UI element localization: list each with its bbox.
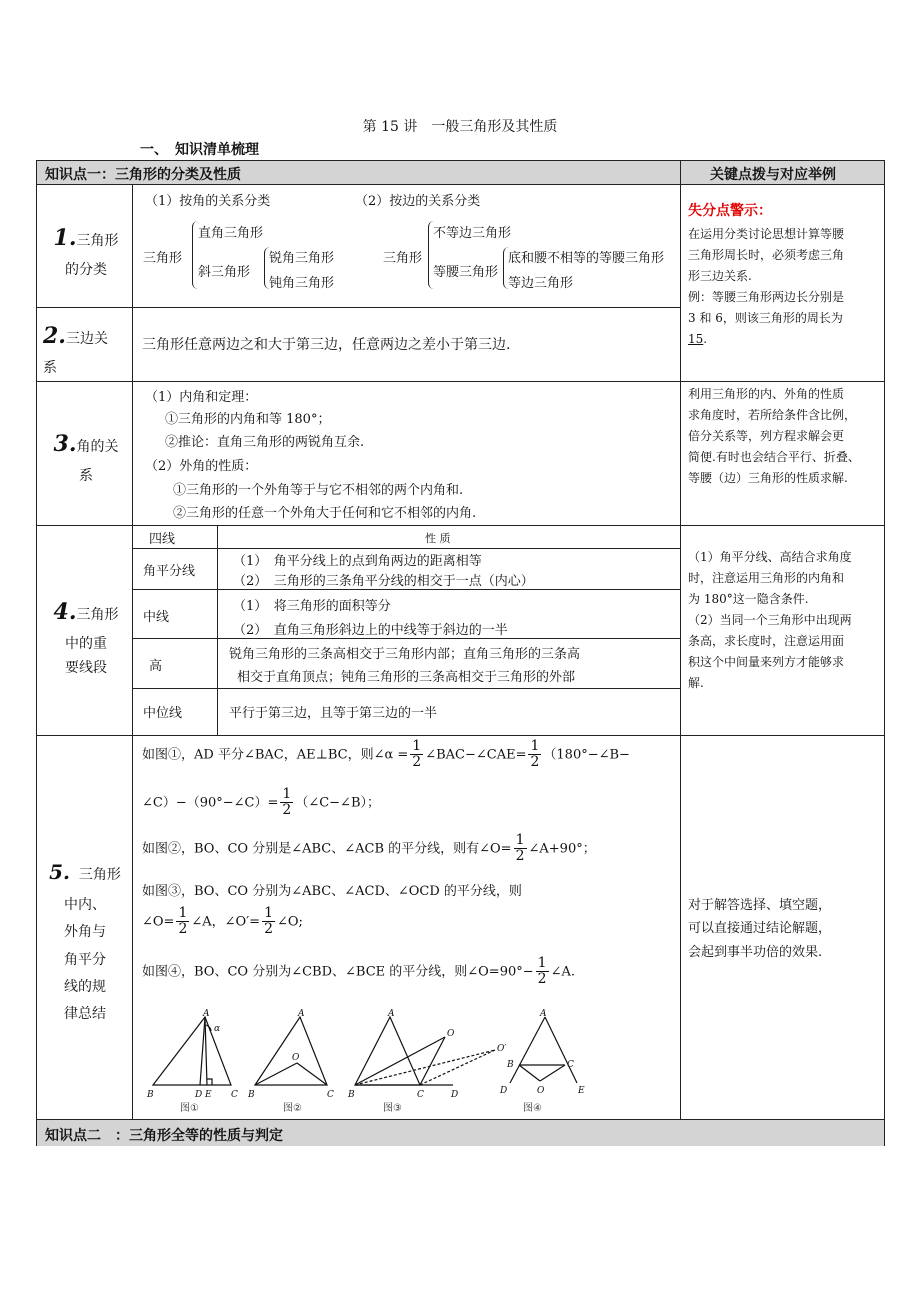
svg-text:O: O [292,1053,300,1063]
side1-l4: 例：等腰三角形两边长分别是 [688,289,845,304]
side3-l1: 利用三角形的内、外角的性质 [688,387,845,401]
bisector-label: 角平分线 [143,564,196,579]
geometry-figures [145,1009,675,1113]
altitude-label: 高 [149,659,163,674]
row1-label-a: 三角形 [76,233,119,249]
midline-p1: 平行于第三边，且等于第三边的一半 [229,706,438,721]
row4-label [45,593,127,681]
row3-l6: ②三角形的任意一个外角大于任何和它不相邻的内角. [173,506,477,521]
row3-l5: ①三角形的一个外角等于与它不相邻的两个内角和. [173,483,464,498]
side3-l4: 简便.有时也会结合平行、折叠、 [688,450,860,464]
side1-l3: 形三边关系. [688,268,752,283]
side4-l7: 解. [688,676,704,690]
col-four-lines: 四线 [149,532,176,547]
f4b: ∠A. [550,964,575,980]
svg-text:B: B [348,1090,355,1100]
side-relation-text: 三角形任意两边之和大于第三边，任意两边之差小于第三边. [142,337,511,353]
row5-label-b: 中内、 [64,897,106,913]
warning-title: 失分点警示： [688,203,772,219]
col-property: 性 质 [425,532,451,545]
right-triangle: 直角三角形 [198,226,264,241]
by-angle-title: （1）按角的关系分类 [145,194,271,209]
formula-1-line2 [142,787,380,819]
row5-label-d: 角平分 [64,951,106,968]
by-side-title: （2）按边的关系分类 [355,194,481,209]
side5-l3: 会起到事半功倍的效果. [688,944,823,960]
median-p2: （2） 直角三角形斜边上的中线等于斜边的一半 [233,623,508,638]
side3-l5: 等腰（边）三角形的性质求解. [688,471,848,485]
row1-num: 1. [53,225,77,251]
midline-label: 中位线 [143,706,183,721]
row3-num: 3. [53,431,77,457]
fig1-caption: 图① [180,1103,199,1113]
side1-l5: 3 和 6，则该三角形的周长为 [688,310,843,325]
altitude-p1: 锐角三角形的三条高相交于三角形内部；直角三角形的三条高 [229,647,581,662]
side3-l2: 求角度时，若所给条件含比例， [688,408,857,422]
f3c: ∠A，∠O′= [191,914,261,930]
footer-left: 知识点二 ：三角形全等的性质与判定 [45,1128,283,1144]
row5-label-a: 三角形 [78,867,121,883]
svg-text:C: C [567,1060,574,1070]
row5-label-f: 律总结 [64,1006,106,1023]
fig3-caption: 图③ [383,1103,402,1113]
svg-text:E: E [205,1090,212,1100]
page-title: 第 15 讲 一般三角形及其性质 [362,119,558,135]
row3-l2: ①三角形的内角和等 180°； [165,412,331,427]
svg-text:D: D [195,1090,203,1100]
f3d: ∠O; [276,914,303,930]
f4a: 如图④，BO、CO 分别为∠CBD、∠BCE 的平分线，则∠O=90°− [142,964,534,980]
figure-3-diagram [347,1009,506,1100]
bisector-p1: （1） 角平分线上的点到角两边的距离相等 [233,554,482,569]
side1-l2: 三角形周长时，必须考虑三角 [688,247,845,262]
svg-text:B: B [248,1090,255,1100]
header-left: 知识点一：三角形的分类及性质 [45,167,241,183]
fraction-half: $\frac{1}{2}$ [515,832,525,865]
side5-l2: 可以直接通过结论解题， [688,921,832,937]
oblique-triangle: 斜三角形 [198,265,251,280]
side-note-1 [688,199,878,350]
f1a: 如图①，AD 平分∠BAC，AE⊥BC，则∠α = [142,747,409,763]
equilateral-triangle: 等边三角形 [508,276,574,291]
figure-1-diagram [146,1009,238,1100]
fig2-caption: 图② [283,1103,302,1113]
row5-label [43,853,127,1028]
triangle-label-2: 三角形 [383,251,423,266]
svg-text:O: O [447,1029,455,1039]
side1-l1: 在运用分类讨论思想计算等腰 [688,226,845,241]
figure-2-diagram [247,1009,334,1100]
iso-non-equilateral: 底和腰不相等的等腰三角形 [508,251,665,266]
side-note-5 [688,894,878,964]
side1-answer: 15 [688,331,704,346]
row2-label-a: 三边关 [65,331,108,347]
svg-text:O′: O′ [497,1044,507,1054]
fraction-half: $\frac{1}{2}$ [412,738,422,771]
svg-text:A: A [540,1009,547,1019]
row3-l4: （2）外角的性质： [145,459,258,474]
bisector-p2: （2） 三角形的三条角平分线的相交于一点（内心） [233,574,534,589]
svg-text:A: A [388,1009,395,1019]
svg-text:B: B [507,1060,514,1070]
side4-l3: 为 180°这一隐含条件. [688,592,809,606]
formula-4 [142,956,575,988]
svg-text:O: O [537,1086,545,1096]
row4-label-a: 三角形 [76,607,119,623]
isosceles-triangle: 等腰三角形 [433,265,499,280]
fraction-half: $\frac{1}{2}$ [264,905,273,938]
triangle-label: 三角形 [143,251,183,266]
row4-label-c: 要线段 [65,660,107,676]
f2a: 如图②，BO、CO 分别是∠ABC、∠ACB 的平分线，则有∠O= [142,841,512,857]
section-heading: 一、 知识清单梳理 [140,142,259,158]
altitude-p2: 相交于直角顶点；钝角三角形的三条高相交于三角形的外部 [237,670,576,685]
knowledge-table [36,160,885,1146]
row1-label-b: 的分类 [65,261,107,278]
svg-text:D: D [451,1090,459,1100]
side-note-4 [688,547,878,694]
f1b: ∠BAC−∠CAE= [425,747,527,763]
median-label: 中线 [143,610,170,625]
row3-l3: ②推论：直角三角形的两锐角互余. [165,435,365,450]
row3-label-b: 系 [79,467,93,484]
svg-text:A: A [203,1009,210,1019]
f1c: （180°−∠B− [543,747,630,763]
fraction-half: $\frac{1}{2}$ [178,905,188,938]
acute-triangle: 锐角三角形 [269,251,335,266]
fraction-half: $\frac{1}{2}$ [282,786,292,819]
row5-label-e: 线的规 [64,978,106,995]
svg-text:C: C [417,1090,424,1100]
fig4-caption: 图④ [523,1103,542,1113]
side4-l2: 时，注意运用三角形的内角和 [688,571,845,585]
scalene-triangle: 不等边三角形 [433,226,512,241]
side4-l5: 条高，求长度时，注意运用面 [688,634,845,648]
row2-label-b: 系 [43,359,57,376]
svg-text:α: α [214,1024,221,1034]
side4-l4: （2）当同一个三角形中出现两 [688,613,852,627]
row2-label [43,317,125,380]
row4-num: 4. [53,599,77,625]
side5-l1: 对于解答选择、填空题， [688,898,832,913]
formula-2 [142,833,596,865]
side4-l6: 积这个中间量来列方才能够求 [688,655,845,669]
formula-3-line2 [142,906,303,938]
row4-label-b: 中的重 [65,635,107,652]
row3-label-a: 角的关 [76,439,119,455]
obtuse-triangle: 钝角三角形 [269,276,335,291]
fraction-half: $\frac{1}{2}$ [537,955,547,988]
f1d: ∠C）−（90°−∠C）= [142,795,279,811]
row3-label [45,425,127,488]
side1-period: . [703,331,708,346]
svg-text:A: A [298,1009,305,1019]
svg-text:C: C [327,1090,334,1100]
formula-3-line1: 如图③，BO、CO 分别为∠ABC、∠ACD、∠OCD 的平分线，则 [142,884,522,899]
median-p1: （1） 将三角形的面积等分 [233,599,391,614]
header-right: 关键点拨与对应举例 [710,167,836,183]
svg-text:E: E [578,1086,585,1096]
f2b: ∠A+90°； [528,841,596,857]
figure-4-diagram [499,1009,585,1096]
f3b: ∠O= [142,914,175,930]
fraction-half: $\frac{1}{2}$ [530,738,540,771]
row5-num: 5. [49,860,70,884]
svg-text:D: D [500,1086,508,1096]
f1e: （∠C−∠B）； [295,795,381,811]
side-note-3 [688,384,878,489]
formula-1-line1 [142,739,630,771]
side3-l3: 倍分关系等，列方程求解会更 [688,429,845,443]
row3-l1: （1）内角和定理： [145,390,258,405]
svg-text:B: B [147,1090,154,1100]
svg-text:C: C [231,1090,238,1100]
row2-num: 2. [43,323,66,349]
side4-l1: （1）角平分线、高结合求角度 [688,550,852,564]
row1-label [45,219,127,282]
row5-label-c: 外角与 [64,924,106,941]
